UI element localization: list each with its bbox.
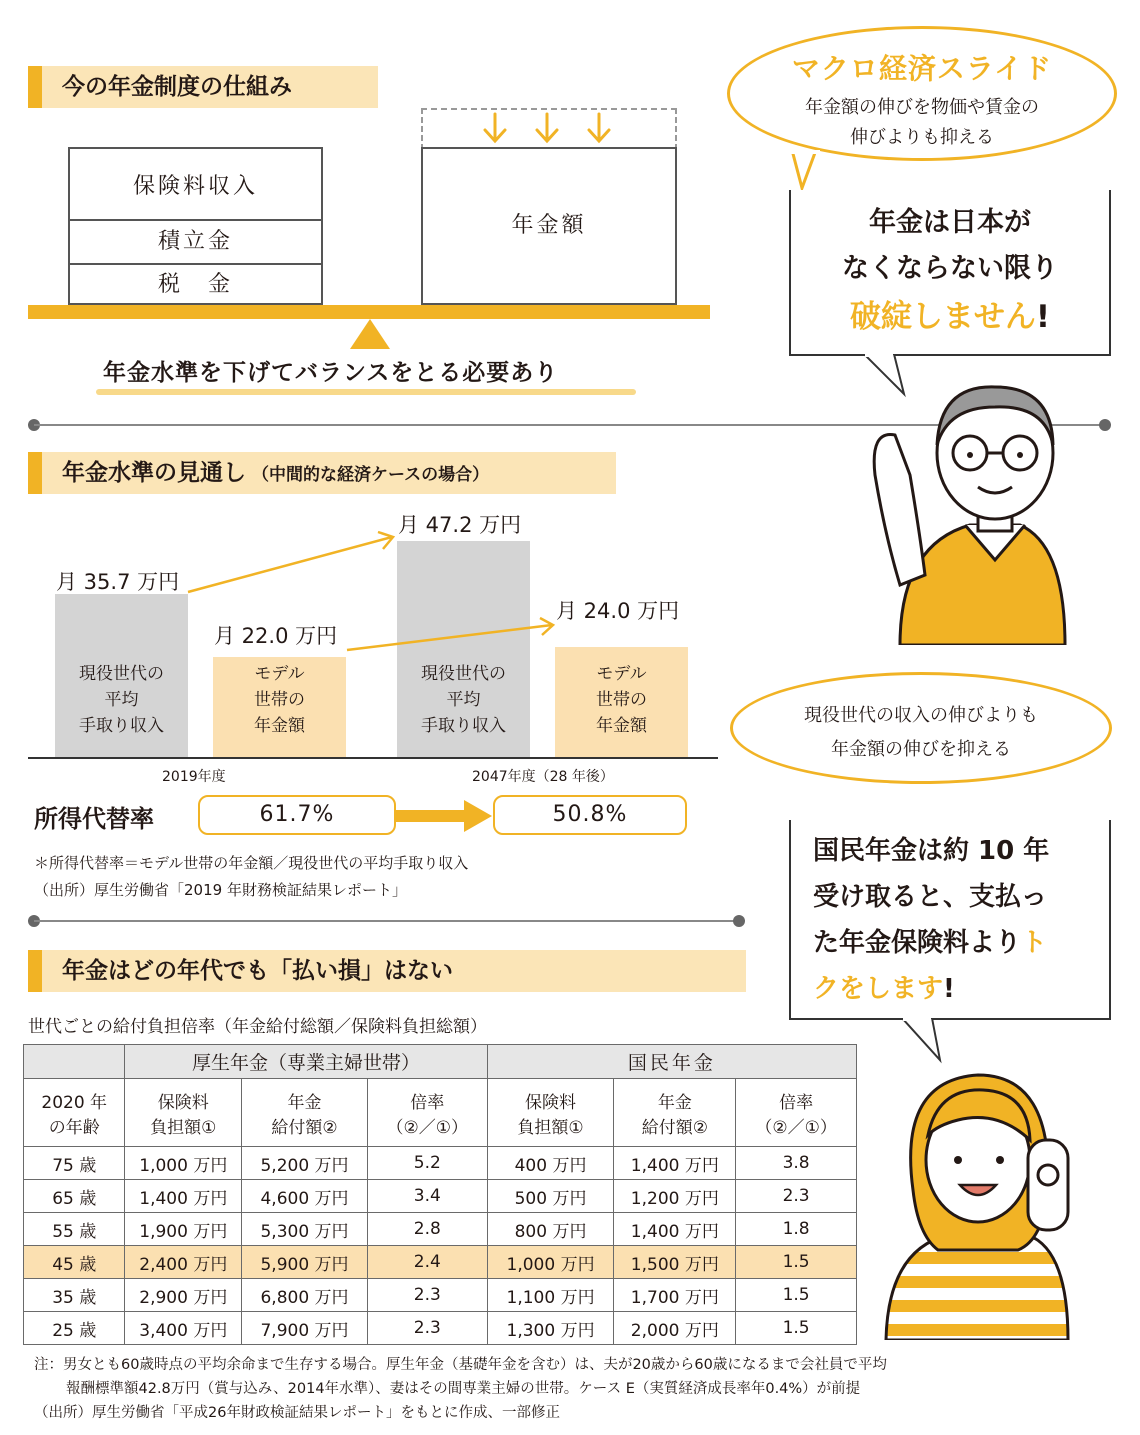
year-2019-label: 2019年度 (162, 769, 226, 785)
bar-pension-2047 (555, 647, 688, 757)
down-arrows-icon (421, 108, 677, 150)
section-subtitle: （中間的な経済ケースの場合） (252, 465, 490, 485)
bar-text: モデル (254, 664, 305, 684)
table-cell-n-ratio: 2.3 (736, 1180, 857, 1213)
table-cell-k-pay: 1,000 万円 (125, 1147, 242, 1180)
bar-text: 世帯の (596, 690, 647, 710)
table-row (24, 1147, 857, 1180)
table-row (24, 1312, 857, 1345)
macro-slide-line1: 年金額の伸びを物価や賃金の (805, 97, 1039, 118)
reserve-fund-label: 積立金 (70, 221, 321, 265)
bar-value-label: 月 47.2 万円 (398, 513, 522, 537)
macro-slide-title: マクロ経済スライド (791, 52, 1053, 85)
table-cell-k-ben: 5,900 万円 (242, 1246, 368, 1279)
col-header-ratio: 倍率 （②／①） (736, 1079, 857, 1147)
table-row (24, 1213, 857, 1246)
suppress-line2: 年金額の伸びを抑える (831, 739, 1011, 760)
table-cell-n-ben: 1,700 万円 (614, 1279, 736, 1312)
col-header-ratio: 倍率 （②／①） (367, 1079, 487, 1147)
table-cell-k-pay: 2,900 万円 (125, 1279, 242, 1312)
group-header-kokumin: 国民年金 (487, 1045, 856, 1079)
table-cell-n-pay: 800 万円 (487, 1213, 614, 1246)
table-cell-n-ben: 1,500 万円 (614, 1246, 736, 1279)
bar-value-label: 月 24.0 万円 (556, 599, 680, 623)
benefit-line1: 国民年金は約 10 年 (813, 836, 1050, 866)
right-arrow-icon (396, 800, 494, 832)
table-cell-n-pay: 1,300 万円 (487, 1312, 614, 1345)
suppress-line1: 現役世代の収入の伸びよりも (804, 705, 1038, 726)
table-row (24, 1246, 857, 1279)
section-title-no-loss (28, 950, 746, 992)
panel-emphasis: 破綻しません (849, 299, 1036, 335)
suppress-bubble (730, 672, 1112, 784)
table-cell-k-ratio: 2.8 (367, 1213, 487, 1246)
source-note: （出所）厚生労働省「2019 年財務検証結果レポート」 (34, 881, 407, 899)
bar-text: 現役世代の (79, 664, 164, 684)
table-cell-n-ben: 1,200 万円 (614, 1180, 736, 1213)
corner-cell (24, 1045, 125, 1079)
bar-pension-2019 (213, 657, 346, 757)
chart-baseline (28, 757, 718, 759)
benefit-line3: た年金保険料より (813, 928, 1022, 958)
bar-text: 手取り収入 (421, 716, 506, 736)
benefit-panel (789, 820, 1111, 1020)
man-illustration (870, 375, 1070, 645)
col-header-age: 2020 年 の年齢 (24, 1079, 125, 1147)
table-cell-n-ben: 1,400 万円 (614, 1147, 736, 1180)
table-row (24, 1180, 857, 1213)
table-note-1: 注：男女とも60歳時点の平均余命まで生存する場合。厚生年金（基礎年金を含む）は、夫が20歳から60歳になるまで会社員で平均 (34, 1357, 887, 1373)
table-cell-k-pay: 2,400 万円 (125, 1246, 242, 1279)
formula-note: ＊所得代替率＝モデル世帯の年金額／現役世代の平均手取り収入 (34, 854, 469, 872)
pension-amount-box (421, 147, 677, 305)
benefit-line4-bang: ! (943, 974, 955, 1004)
table-cell-n-pay: 1,100 万円 (487, 1279, 614, 1312)
table-caption: 世代ごとの給付負担倍率（年金給付総額／保険料負担総額） (28, 1017, 487, 1037)
section-title-system (28, 66, 378, 108)
premium-income-label: 保険料収入 (70, 149, 321, 221)
no-bankruptcy-panel (789, 190, 1111, 356)
tax-label: 税 金 (157, 272, 233, 297)
table-cell-age: 35 歳 (24, 1279, 125, 1312)
macro-slide-bubble (727, 26, 1117, 161)
divider-dot (733, 915, 745, 927)
section-title-text: 年金水準の見通し (62, 460, 246, 486)
revenue-box (68, 147, 323, 305)
table-cell-k-ben: 5,200 万円 (242, 1147, 368, 1180)
caption-underline (96, 389, 636, 395)
pension-amount-label: 年金額 (511, 213, 587, 238)
table-cell-k-ratio: 3.4 (367, 1180, 487, 1213)
bar-value-label: 月 35.7 万円 (56, 570, 180, 594)
benefit-line3-accent: ト (1021, 928, 1048, 958)
panel-line2: なくならない限り (842, 253, 1058, 284)
bar-text: 現役世代の (421, 664, 506, 684)
bar-text: 手取り収入 (79, 716, 164, 736)
table-cell-k-ratio: 2.3 (367, 1279, 487, 1312)
woman-illustration (878, 1060, 1098, 1340)
table-cell-n-ben: 2,000 万円 (614, 1312, 736, 1345)
replacement-rate-2019: 61.7% (198, 795, 396, 835)
table-cell-k-pay: 3,400 万円 (125, 1312, 242, 1345)
table-cell-k-ratio: 2.3 (367, 1312, 487, 1345)
divider-dot (1099, 419, 1111, 431)
table-cell-k-ben: 6,800 万円 (242, 1279, 368, 1312)
col-header-benefit: 年金 給付額② (242, 1079, 368, 1147)
table-cell-age: 55 歳 (24, 1213, 125, 1246)
bar-text: モデル (596, 664, 647, 684)
table-cell-age: 45 歳 (24, 1246, 125, 1279)
table-cell-k-ben: 4,600 万円 (242, 1180, 368, 1213)
bar-current-2019 (55, 594, 188, 757)
bar-text: 年金額 (254, 716, 305, 736)
fulcrum-icon (350, 319, 390, 351)
bubble-tail (790, 150, 820, 190)
table-cell-n-ben: 1,400 万円 (614, 1213, 736, 1246)
table-row (24, 1279, 857, 1312)
col-header-benefit: 年金 給付額② (614, 1079, 736, 1147)
table-cell-n-pay: 400 万円 (487, 1147, 614, 1180)
table-cell-n-ratio: 1.5 (736, 1312, 857, 1345)
panel-tail (898, 1018, 948, 1064)
bar-text: 世帯の (254, 690, 305, 710)
table-cell-k-ratio: 2.4 (367, 1246, 487, 1279)
table-cell-age: 75 歳 (24, 1147, 125, 1180)
section-title-outlook (28, 452, 616, 494)
divider-line (34, 920, 739, 922)
table-note-2: 報酬標準額42.8万円（賞与込み、2014年水準）、妻はその間専業主婦の世帯。ケース E（実質経済成長率年0.4%）が前提 (66, 1381, 861, 1397)
panel-line1: 年金は日本が (869, 207, 1031, 238)
table-cell-age: 25 歳 (24, 1312, 125, 1345)
col-header-pay: 保険料 負担額① (125, 1079, 242, 1147)
replacement-rate-label: 所得代替率 (34, 805, 154, 833)
growth-arrows-icon (180, 525, 570, 655)
panel-bang: ! (1035, 299, 1051, 335)
bar-text: 平均 (104, 690, 139, 710)
bar-value-label: 月 22.0 万円 (214, 624, 338, 648)
replacement-rate-2047: 50.8% (493, 795, 687, 835)
table-cell-n-ratio: 3.8 (736, 1147, 857, 1180)
year-2047-label: 2047年度（28 年後） (472, 769, 614, 785)
table-cell-k-pay: 1,400 万円 (125, 1180, 242, 1213)
table-cell-k-ben: 7,900 万円 (242, 1312, 368, 1345)
table-cell-n-ratio: 1.5 (736, 1279, 857, 1312)
section-title-text: 年金はどの年代でも「払い損」はない (62, 958, 453, 984)
table-cell-k-pay: 1,900 万円 (125, 1213, 242, 1246)
table-note-3: （出所）厚生労働省「平成26年財政検証結果レポート」をもとに作成、一部修正 (34, 1405, 560, 1421)
macro-slide-line2: 伸びよりも抑える (850, 127, 994, 148)
table-cell-n-pay: 500 万円 (487, 1180, 614, 1213)
table-cell-k-ben: 5,300 万円 (242, 1213, 368, 1246)
col-header-pay: 保険料 負担額① (487, 1079, 614, 1147)
table-cell-age: 65 歳 (24, 1180, 125, 1213)
benefit-ratio-table (23, 1044, 857, 1345)
balance-beam (28, 305, 710, 319)
group-header-kosei: 厚生年金（専業主婦世帯） (125, 1045, 487, 1079)
section-title-text: 今の年金制度の仕組み (62, 74, 292, 100)
benefit-line2: 受け取ると、支払っ (813, 882, 1048, 912)
bar-text: 年金額 (596, 716, 647, 736)
table-cell-n-pay: 1,000 万円 (487, 1246, 614, 1279)
benefit-line4-accent: クをします (813, 974, 944, 1004)
table-cell-n-ratio: 1.8 (736, 1213, 857, 1246)
bar-text: 平均 (446, 690, 481, 710)
table-cell-n-ratio: 1.5 (736, 1246, 857, 1279)
balance-caption: 年金水準を下げてバランスをとる必要あり (103, 360, 559, 386)
table-cell-k-ratio: 5.2 (367, 1147, 487, 1180)
